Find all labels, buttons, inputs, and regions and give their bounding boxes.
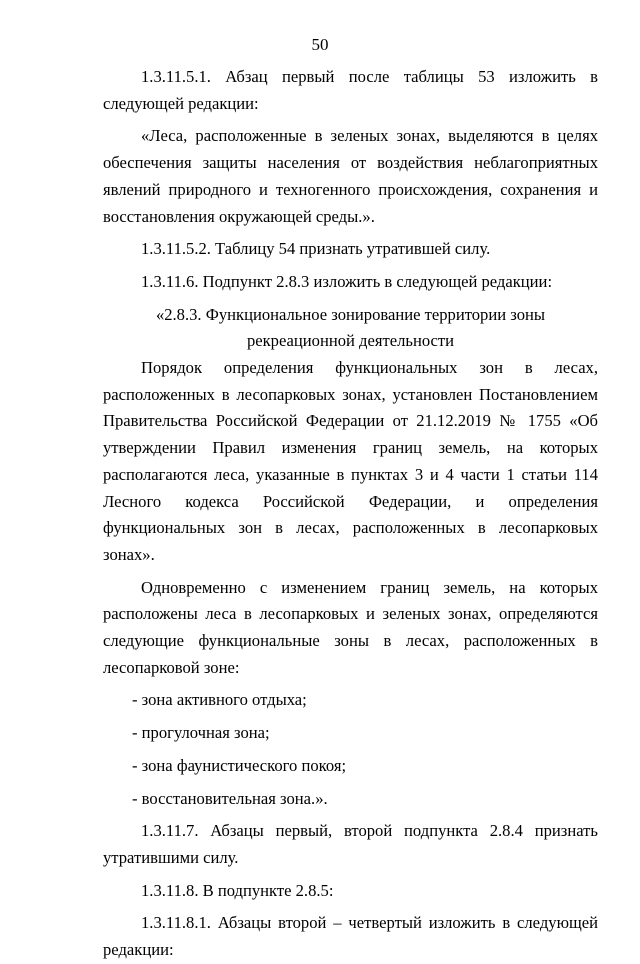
paragraph-1-3-11-8: 1.3.11.8. В подпункте 2.8.5:: [141, 880, 334, 900]
quoted-paragraph-forests: «Леса, расположенные в зеленых зонах, выделяются в целях обеспечения защиты населения от воздействия неблагоприятных явлений природного и техногенного происхождения, сохранения и восстановления окружающей среды.».: [103, 126, 598, 226]
list-item-active-recreation-zone: - зона активного отдыха;: [132, 690, 307, 710]
page-number: 50: [311, 35, 329, 54]
paragraph-1-3-11-7: 1.3.11.7. Абзацы первый, второй подпункта 2.8.4 признать утратившими силу.: [103, 821, 598, 867]
paragraph-functional-zones-order: Порядок определения функциональных зон в лесах, расположенных в лесопарковых зонах, установлен Постановлением Правительства Российской Федерации от 21.12.2019 № 1755 «Об утверждении Правил изменения границ земель, на которых располагаются леса, указанные в пунктах 3 и 4 части 1 статьи 114 Лесного кодекса Российской Федерации, и определения функциональных зон в лесах, расположенных в лесопарковых зонах».: [103, 358, 598, 564]
paragraph-1-3-11-5-2: 1.3.11.5.2. Таблицу 54 признать утратившей силу.: [141, 239, 491, 259]
list-item-walking-zone: - прогулочная зона;: [132, 723, 270, 743]
paragraph-1-3-11-6: 1.3.11.6. Подпункт 2.8.3 изложить в следующей редакции:: [141, 271, 553, 291]
list-item-restoration-zone: - восстановительная зона.».: [132, 788, 328, 808]
document-body: [103, 64, 598, 964]
paragraph-1-3-11-8-1: 1.3.11.8.1. Абзацы второй – четвертый изложить в следующей редакции:: [103, 913, 598, 960]
list-item-fauna-rest-zone: - зона фаунистического покоя;: [132, 755, 347, 775]
paragraph-functional-zones-list-intro: Одновременно с изменением границ земель, на которых расположены леса в лесопарковых и зеленых зонах, определяются следующие функциональные зоны в лесах, расположенных в лесопарковой зоне:: [103, 577, 598, 677]
section-heading-2-8-3: «2.8.3. Функциональное зонирование территории зоны рекреационной деятельности: [155, 304, 546, 351]
paragraph-1-3-11-5-1: 1.3.11.5.1. Абзац первый после таблицы 53 изложить в следующей редакции:: [103, 67, 598, 113]
